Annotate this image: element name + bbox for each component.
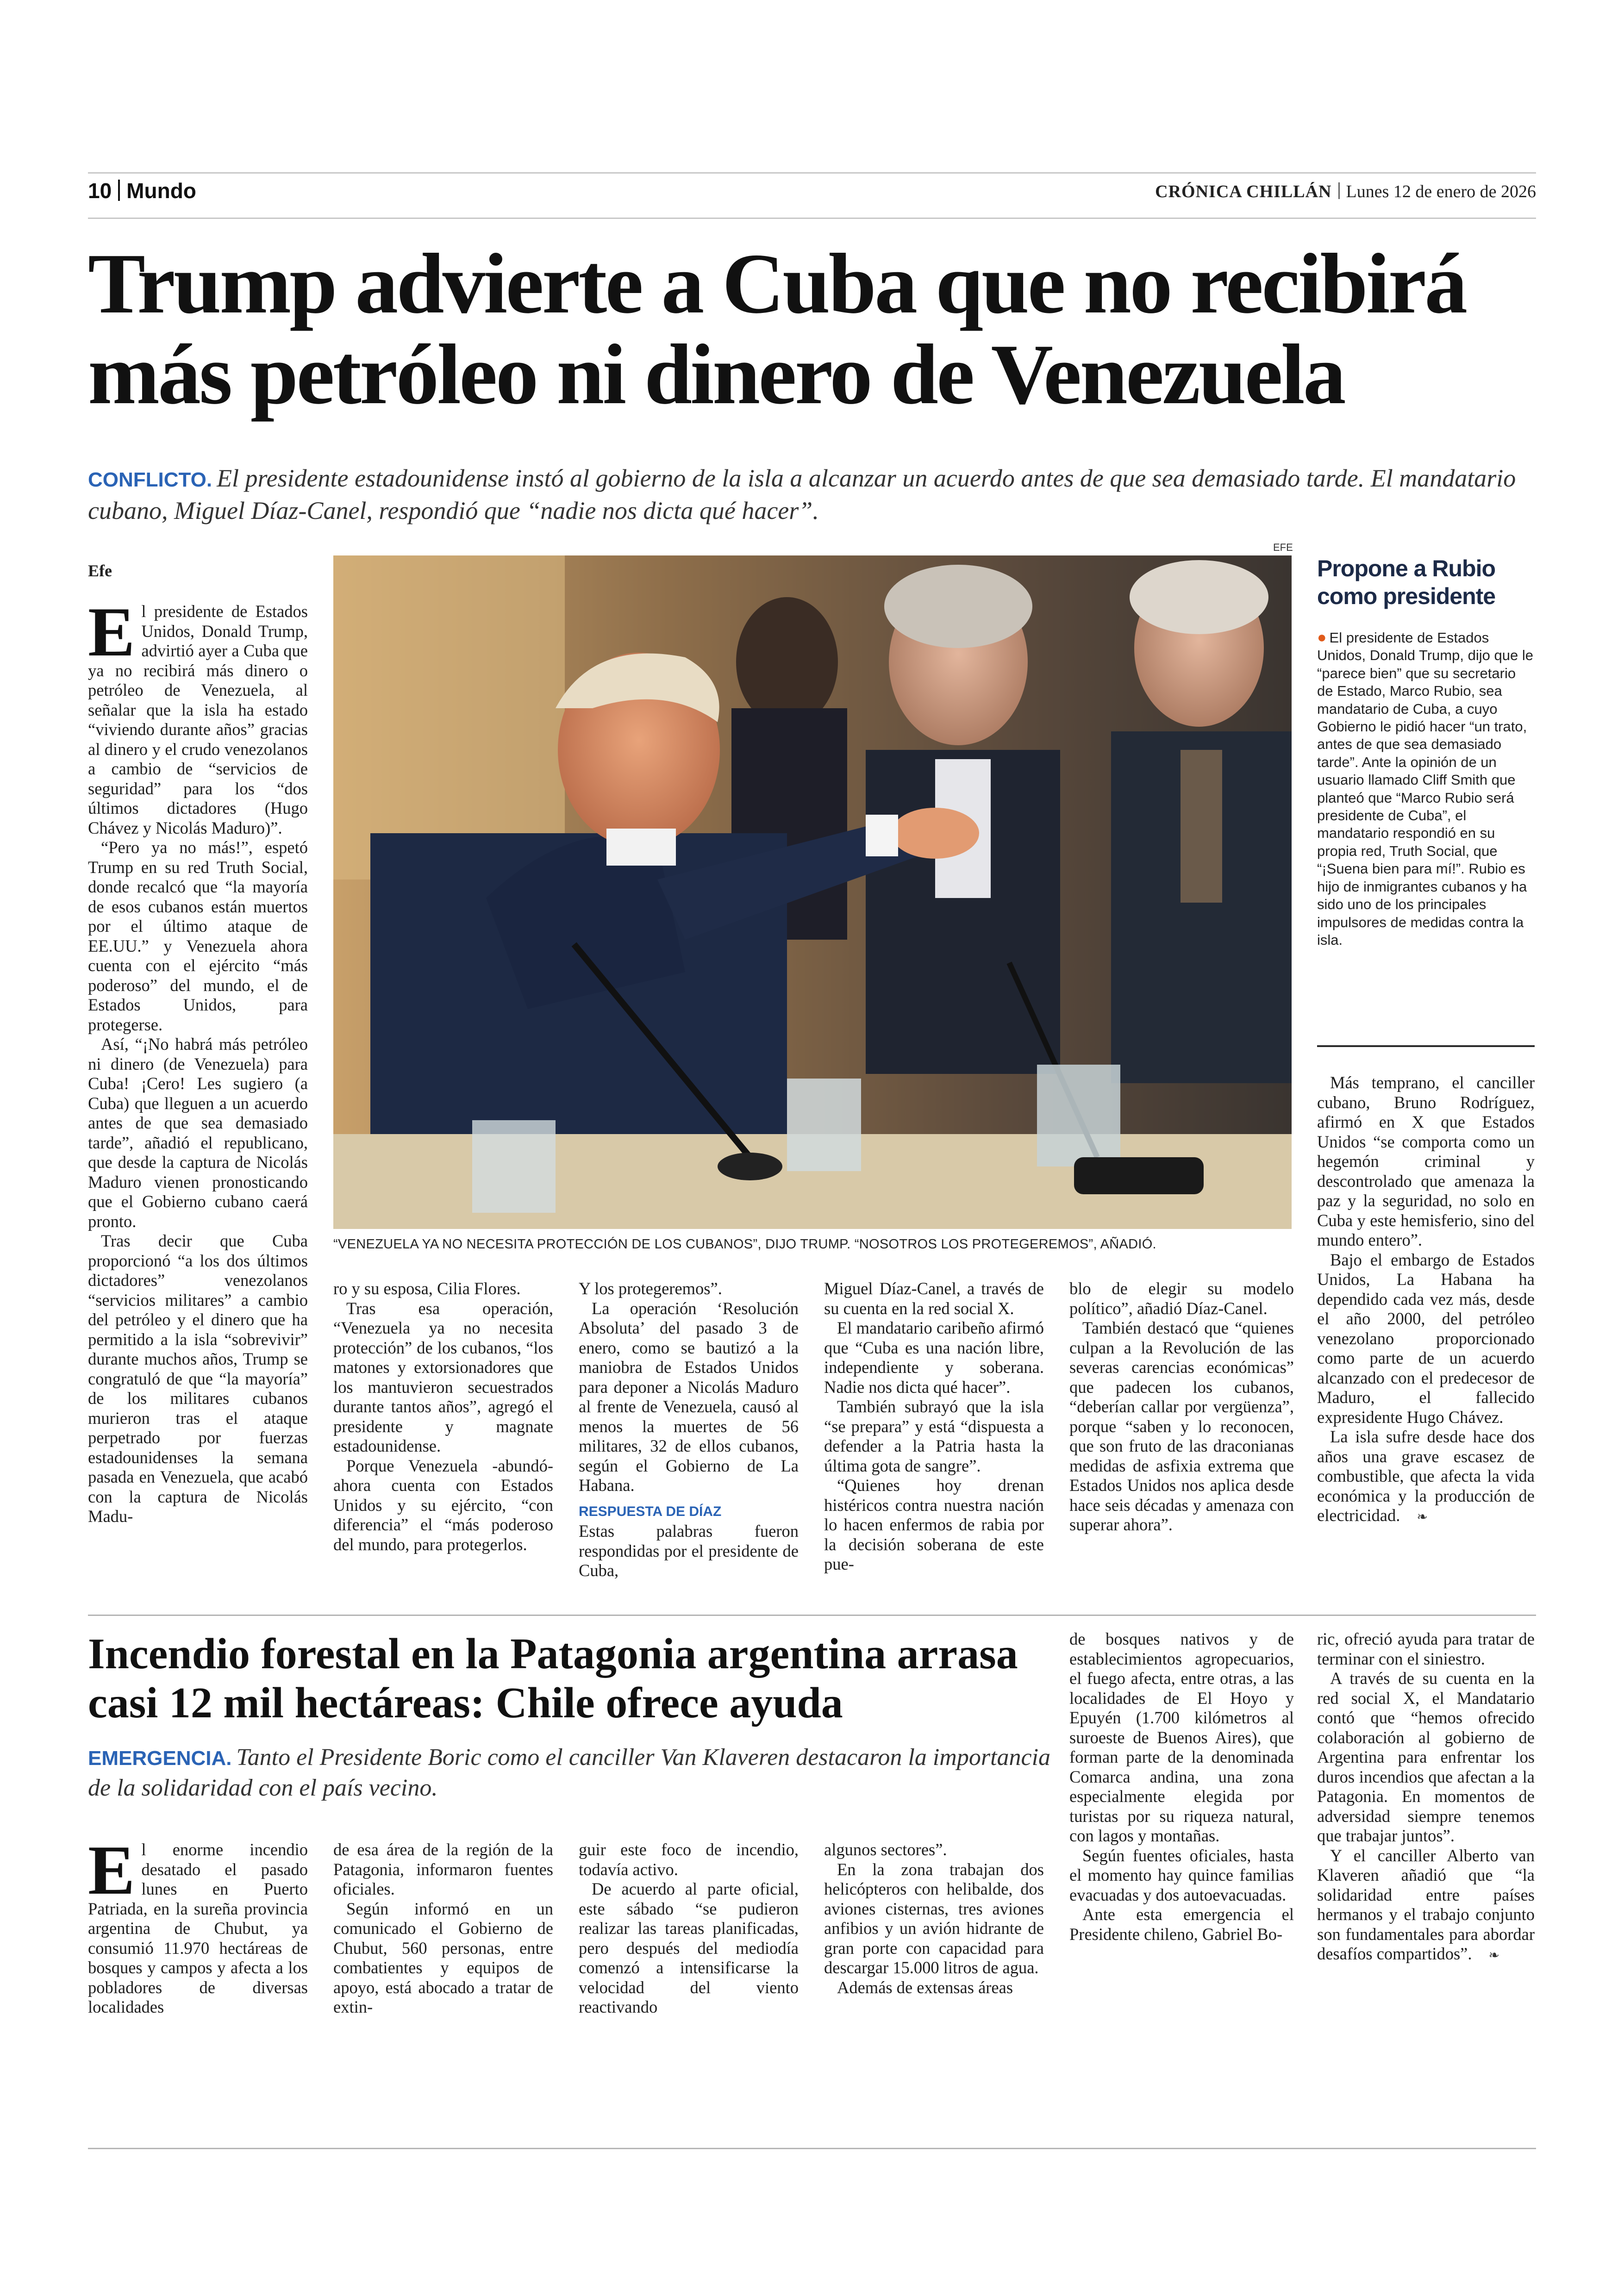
article-paragraph: ric, ofreció ayuda para tratar de terminar con el siniestro.: [1317, 1629, 1535, 1668]
article-paragraph: Y los protegeremos”.: [579, 1279, 722, 1298]
article-paragraph: Más temprano, el canciller cubano, Bruno Rodríguez, afirmó en X que Estados Unidos “se comporta como un hegemón criminal y descontrolado que amenaza la paz y la seguridad, no solo en Cuba y este hemisferio, sino del mundo entero”.: [1317, 1073, 1535, 1249]
article-paragraph: Además de extensas áreas: [837, 1977, 1013, 1997]
article-paragraph: algunos sectores”.: [824, 1840, 947, 1859]
article-paragraph: Miguel Díaz-Canel, a través de su cuenta en la red social X.: [824, 1279, 1044, 1318]
article-deck: [88, 463, 1542, 526]
article2-kicker: EMERGENCIA.: [88, 1747, 232, 1770]
photo-credit: EFE: [1273, 542, 1293, 553]
header-divider-right: [1338, 182, 1340, 199]
article-kicker: CONFLICTO.: [88, 468, 212, 491]
article-column-5: [1069, 1279, 1294, 1535]
header-rule-bottom: [88, 218, 1536, 219]
article-paragraph: A través de su cuenta en la red social X, el Mandatario contó que “hemos ofrecido colaboración al gobierno de Argentina para enfrentar los duros incendios que afectan a la Patagonia. En momentos de adversidad siempre tenemos que trabajar juntos”.: [1317, 1669, 1535, 1845]
article2-column-3: [579, 1840, 799, 2017]
page-number: 10: [88, 179, 112, 203]
article-paragraph: Según informó en un comunicado el Gobierno de Chubut, 560 personas, entre combatientes y equipos de apoyo, está abocado a tratar de extin-: [333, 1899, 553, 2016]
header-divider: [118, 180, 120, 201]
article-paragraph: [1317, 1846, 1535, 1965]
article-paragraph: Según fuentes oficiales, hasta el momento hay quince familias evacuadas y dos autoevacuadas.: [1069, 1846, 1294, 1904]
article-paragraph: También destacó que “quienes culpan a la Revolución de las severas carencias económicas” que padecen los cubanos, “deberían callar por vergüenza”, porque “saben y lo reconocen, que son fruto de las draconianas medidas de asfixia extrema que Estados Unidos nos aplica desde hace seis décadas y amenaza con superar ahora”.: [1069, 1318, 1294, 1534]
sidebar-body: [1317, 629, 1535, 949]
dropcap: E: [88, 1831, 135, 1909]
page-header-right: [1155, 181, 1536, 202]
article-paragraph: Ante esta emergencia el Presidente chileno, Gabriel Bo-: [1069, 1905, 1294, 1944]
dropcap: E: [88, 593, 135, 671]
bottom-rule: [88, 2148, 1536, 2149]
article2-headline: Incendio forestal en la Patagonia argentina arrasa casi 12 mil hectáreas: Chile ofrece ayuda: [88, 1630, 1018, 1727]
article-paragraph: blo de elegir su modelo político”, añadió Díaz-Canel.: [1069, 1279, 1294, 1318]
article2-column-5: [1069, 1629, 1294, 1944]
article-column-6: [1317, 1073, 1535, 1527]
article-paragraph: de esa área de la región de la Patagonia, informaron fuentes oficiales.: [333, 1840, 553, 1898]
article-column-4: [824, 1279, 1044, 1574]
header-rule-top: [88, 172, 1536, 174]
paragraph-text: l enorme incendio desatado el pasado lunes en Puerto Patriada, en la sureña provincia argentina de Chubut, ya consumió 11.970 hectáreas de bosques y campos y afecta a los pobladores de diversas localidades: [88, 1840, 308, 2016]
section-rule: [88, 1615, 1536, 1616]
article2-deck-text: Tanto el Presidente Boric como el canciller Van Klaveren destacaron la importancia de la solidaridad con el país vecino.: [88, 1744, 1051, 1801]
sidebar-rule: [1317, 1045, 1535, 1047]
end-mark-icon: ❧: [1488, 1947, 1499, 1963]
article2-deck: [88, 1743, 1069, 1803]
paragraph-text: l presidente de Estados Unidos, Donald Trump, advirtió ayer a Cuba que ya no recibirá más dinero o petróleo de Venezuela, al señalar que la isla ha estado “viviendo durante años” gracias al dinero y el crudo venezolanos a cambio de “servicios de seguridad” para los “dos últimos dictadores (Hugo Chávez y Nicolás Maduro)”.: [88, 602, 308, 837]
article-paragraph: [88, 593, 308, 838]
article-paragraph: Estas palabras fueron respondidas por el presidente de Cuba,: [579, 1522, 799, 1580]
article-paragraph: La operación ‘Resolución Absoluta’ del pasado 3 de enero, como se bautizó a la maniobra de Estados Unidos para deponer a Nicolás Maduro al frente de Venezuela, causó al menos la muertes de 56 militares, 32 de ellos cubanos, según el Gobierno de La Habana.: [579, 1298, 799, 1495]
article-paragraph: También subrayó que la isla “se prepara” y está “dispuesta a defender a la Patria hasta la última gota de sangre”.: [824, 1397, 1044, 1475]
article-subhead: RESPUESTA DE DÍAZ: [579, 1503, 722, 1519]
photo-illustration: [333, 555, 1292, 1229]
article-paragraph: De acuerdo al parte oficial, este sábado “se pudieron realizar las tareas planificadas, pero después del mediodía comenzó a intensificarse la velocidad del viento reactivando: [579, 1879, 799, 2016]
end-mark-icon: ❧: [1417, 1509, 1428, 1524]
article-headline: Trump advierte a Cuba que no recibirá más petróleo ni dinero de Venezuela: [88, 236, 1466, 422]
article-paragraph: “Quienes hoy drenan histéricos contra nuestra nación lo hacen enfermos de rabia por la decisión soberana de este pue-: [824, 1476, 1044, 1573]
article-photo: [333, 555, 1292, 1229]
article-column-3: [579, 1279, 799, 1581]
article-paragraph: de bosques nativos y de establecimientos agropecuarios, el fuego afecta, entre otras, a las localidades de El Hoyo y Epuyén (1.700 kilómetros al suroeste de Buenos Aires), que forman parte de la denominada Comarca andina, una zona especialmente elegida por turistas por su riqueza natural, con lagos y montañas.: [1069, 1629, 1294, 1845]
article-column-1: [88, 593, 308, 1527]
article2-column-2: [333, 1840, 553, 2017]
article-paragraph: [1317, 1427, 1535, 1527]
article-deck-text: El presidente estadounidense instó al gobierno de la isla a alcanzar un acuerdo antes de que sea demasiado tarde. El mandatario cubano, Miguel Díaz-Canel, respondió que “nadie nos dicta qué hacer”.: [88, 464, 1516, 524]
article-paragraph: ro y su esposa, Cilia Flores.: [333, 1279, 521, 1298]
page-header-left: [88, 177, 196, 203]
article-paragraph: Tras esa operación, “Venezuela ya no necesita protección” de los cubanos, “los matones y extorsionadores que los mantuvieron secuestrados durante tantos años”, agregó el presidente y magnate estadounidense.: [333, 1298, 553, 1455]
article-byline: Efe: [88, 561, 112, 580]
article-paragraph: “Pero ya no más!”, espetó Trump en su red Truth Social, donde recalcó que “la mayoría de esos cubanos están muertos por el último ataque de EE.UU.” y Venezuela ahora cuenta con el ejército “más poderoso” del mundo, el de Estados Unidos, para protegerse.: [88, 838, 308, 1034]
article-paragraph: Bajo el embargo de Estados Unidos, La Habana ha dependido cada vez más, desde el año 2000, del petróleo venezolano proporcionado como parte de un acuerdo alcanzado con el predecesor de Maduro, el fallecido expresidente Hugo Chávez.: [1317, 1250, 1535, 1427]
article-paragraph: guir este foco de incendio, todavía activo.: [579, 1840, 799, 1879]
publication-name: CRÓNICA CHILLÁN: [1155, 182, 1332, 201]
article-paragraph: Tras decir que Cuba proporcionó “a los dos últimos dictadores” venezolanos “servicios militares” a cambio del petróleo y el dinero que ha permitido a la isla “sobrevivir” durante muchos años, Trump se congratuló de que “la mayoría” de los militares cubanos murieron tras el ataque perpetrado por fuerzas estadounidenses la semana pasada en Venezuela, que acabó con la captura de Nicolás Madu-: [88, 1231, 308, 1526]
article2-column-4: [824, 1840, 1044, 1997]
article-paragraph: Porque Venezuela -abundó- ahora cuenta con Estados Unidos y su ejército, “con diferencia” el “más poderoso del mundo, para protegerlos.: [333, 1456, 553, 1554]
sidebar-text: El presidente de Estados Unidos, Donald Trump, dijo que le “parece bien” que su secretario de Estado, Marco Rubio, sea mandatario de Cuba, a cuyo Gobierno le pidió hacer “un trato, antes de que sea demasiado tarde”. Ante la opinión de un usuario llamado Cliff Smith que planteó que “Marco Rubio será presidente de Cuba”, el mandatario respondió en su propia red, Truth Social, que “¡Suena bien para mí!”. Rubio es hijo de inmigrantes cubanos y ha sido uno de los principales impulsores de medidas contra la isla.: [1317, 630, 1533, 948]
article-paragraph: [88, 1831, 308, 2017]
article-column-2: [333, 1279, 553, 1554]
sidebar-title: Propone a Rubio como presidente: [1317, 555, 1496, 609]
publication-date: Lunes 12 de enero de 2026: [1346, 182, 1536, 201]
paragraph-text: Y el canciller Alberto van Klaveren añadió que “la solidaridad entre países hermanos y el trabajo conjunto son fundamentales para abordar desafíos compartidos”.: [1317, 1846, 1535, 1963]
photo-caption: “VENEZUELA YA NO NECESITA PROTECCIÓN DE LOS CUBANOS”, DIJO TRUMP. “NOSOTROS LOS PROTEGEREMOS”, AÑADIÓ.: [333, 1237, 1156, 1252]
bullet-dot-icon: ●: [1317, 629, 1327, 646]
section-name: Mundo: [126, 179, 196, 203]
article-paragraph: Así, “¡No habrá más petróleo ni dinero (de Venezuela) para Cuba! ¡Cero! Les sugiero (a Cuba) que lleguen a un acuerdo antes de que sea demasiado tarde”, añadió el republicano, que desde la captura de Nicolás Maduro vienen pronosticando que el Gobierno cubano caerá pronto.: [88, 1035, 308, 1231]
article2-column-1: [88, 1831, 308, 2017]
article2-column-6: [1317, 1629, 1535, 1965]
paragraph-text: La isla sufre desde hace dos años una grave escasez de combustible, que afecta la vida económica y la producción de electricidad.: [1317, 1427, 1535, 1525]
article-paragraph: En la zona trabajan dos helicópteros con helibalde, dos aviones cisternas, tres aviones anfibios y un avión hidrante de gran porte con capacidad para descargar 15.000 litros de agua.: [824, 1859, 1044, 1977]
article-paragraph: El mandatario caribeño afirmó que “Cuba es una nación libre, independiente y soberana. Nadie nos dicta qué hacer”.: [824, 1318, 1044, 1397]
